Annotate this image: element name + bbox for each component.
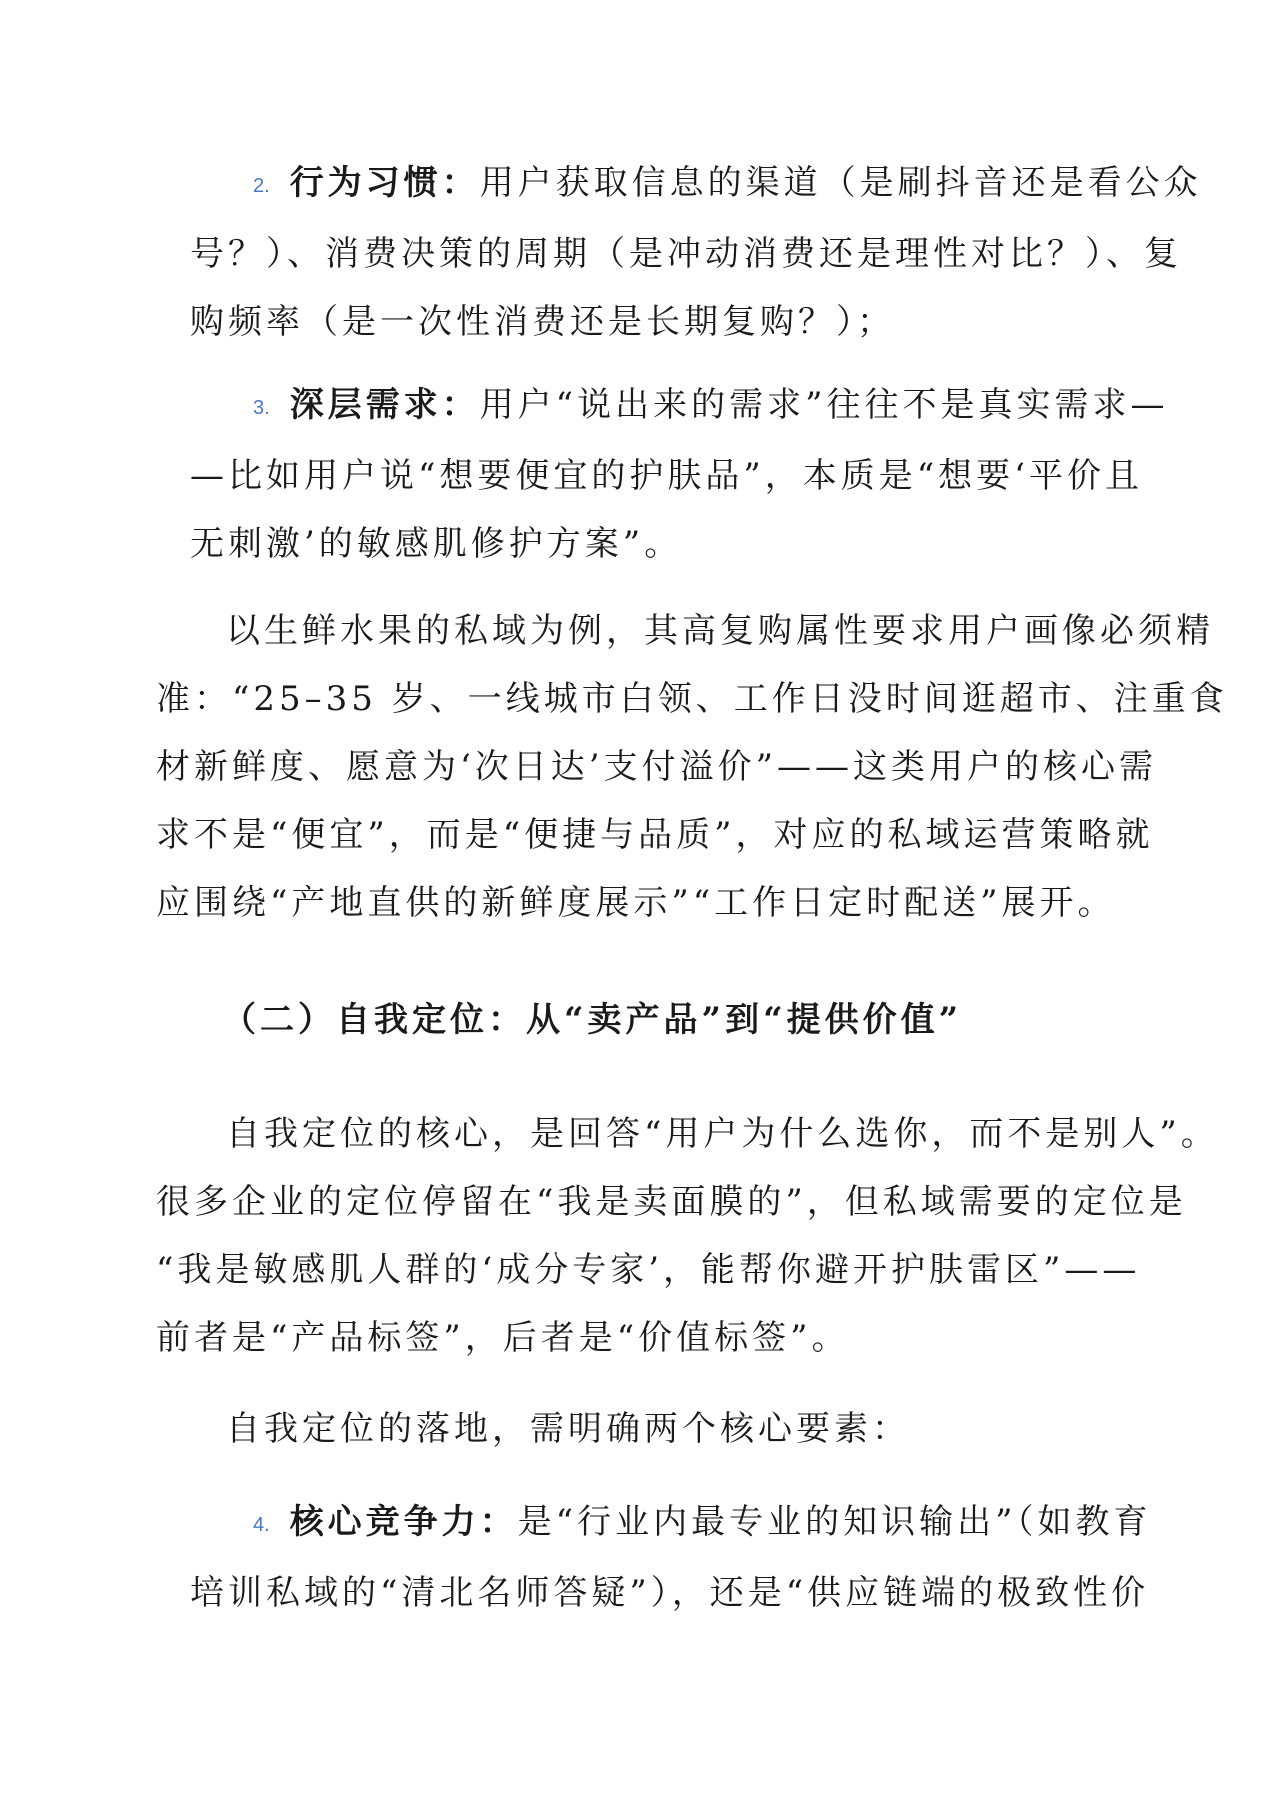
paragraph-fresh-fruit-example bbox=[156, 597, 1228, 937]
list-item-text: 是“行业内最专业的知识输出”（如教育 bbox=[517, 1502, 1152, 1542]
paragraph-two-elements bbox=[226, 1395, 1206, 1463]
list-item-behavior-habits bbox=[190, 149, 1200, 356]
paragraph-line: 材新鲜度、愿意为‘次日达’支付溢价”——这类用户的核心需 bbox=[156, 747, 1157, 787]
list-item-term: 行为习惯： bbox=[289, 163, 480, 203]
list-number: 4. bbox=[253, 1514, 270, 1536]
list-item-core-competitiveness bbox=[190, 1488, 1200, 1627]
list-item-term: 深层需求： bbox=[289, 385, 480, 425]
paragraph-line: 自我定位的落地，需明确两个核心要素： bbox=[226, 1409, 910, 1449]
list-item-text: 无刺激’的敏感肌修护方案”。 bbox=[190, 524, 683, 564]
paragraph-line: 应围绕“产地直供的新鲜度展示”“工作日定时配送”展开。 bbox=[156, 883, 1116, 923]
list-item-first-line bbox=[190, 149, 1200, 220]
list-item-text: 用户获取信息的渠道（是刷抖音还是看公众 bbox=[479, 163, 1202, 203]
paragraph-self-positioning bbox=[156, 1100, 1236, 1372]
list-item-text: 培训私域的“清北名师答疑”），还是“供应链端的极致性价 bbox=[190, 1573, 1150, 1613]
paragraph-line: 很多企业的定位停留在“我是卖面膜的”，但私域需要的定位是 bbox=[156, 1182, 1187, 1222]
paragraph-line: 准：“25–35 岁、一线城市白领、工作日没时间逛超市、注重食 bbox=[156, 679, 1228, 719]
list-item-text: 号？）、消费决策的周期（是冲动消费还是理性对比？）、复 bbox=[190, 234, 1182, 274]
paragraph-line: 以生鲜水果的私域为例，其高复购属性要求用户画像必须精 bbox=[226, 611, 1214, 651]
list-item-text: 用户“说出来的需求”往往不是真实需求— bbox=[479, 385, 1169, 425]
list-number: 2. bbox=[253, 175, 270, 197]
paragraph-line: 自我定位的核心，是回答“用户为什么选你，而不是别人”。 bbox=[226, 1114, 1219, 1154]
list-item-first-line bbox=[190, 1488, 1200, 1559]
list-item-text: —比如用户说“想要便宜的护肤品”，本质是“想要‘平价且 bbox=[190, 456, 1143, 496]
list-item-deep-needs bbox=[190, 371, 1200, 578]
paragraph-line: 求不是“便宜”，而是“便捷与品质”，对应的私域运营策略就 bbox=[156, 815, 1154, 855]
list-item-first-line bbox=[190, 371, 1200, 442]
paragraph-line: 前者是“产品标签”，后者是“价值标签”。 bbox=[156, 1318, 850, 1358]
list-item-term: 核心竞争力： bbox=[289, 1502, 518, 1542]
paragraph-line: “我是敏感肌人群的‘成分专家’，能帮你避开护肤雷区”—— bbox=[156, 1250, 1141, 1290]
list-item-text: 购频率（是一次性消费还是长期复购？）； bbox=[190, 302, 895, 342]
list-number: 3. bbox=[253, 397, 270, 419]
section-heading: （二）自我定位：从“卖产品”到“提供价值” bbox=[222, 1000, 963, 1040]
